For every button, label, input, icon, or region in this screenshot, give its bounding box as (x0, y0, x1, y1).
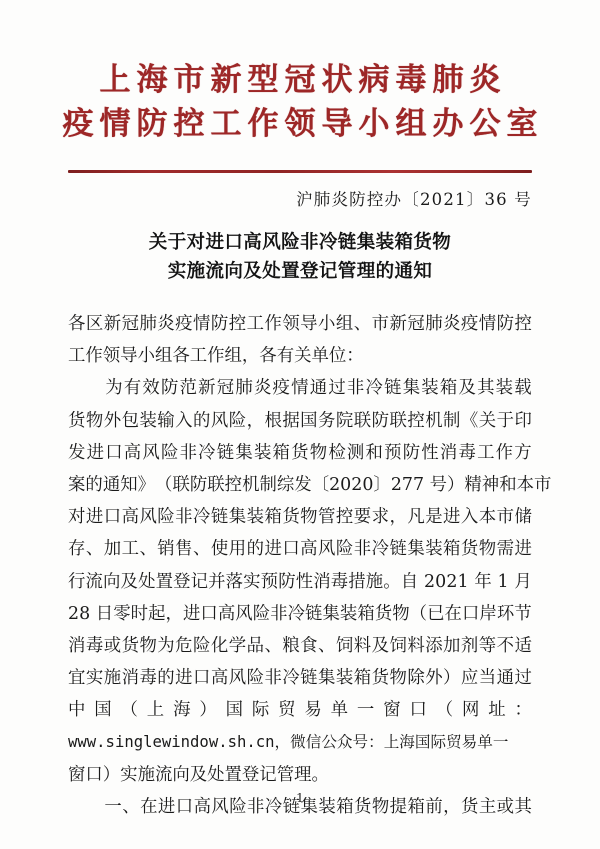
body-line: 窗口）实施流向及处置登记管理。 (68, 764, 329, 785)
body-line: 各 区 新 冠 肺 炎 疫 情 防 控 工 作 领 导 小 组 、 市 新 冠 肺 炎 疫 情 防 控 (68, 314, 532, 334)
letterhead-line-1: 上海市新型冠状病毒肺炎 (99, 62, 507, 98)
letterhead-red-rule (68, 170, 532, 173)
body-line: 2 8 日 零 时 起 ， 进 口 高 风 险 非 冷 链 集 装 箱 货 物 （ 已 在 口 岸 环 节 (68, 603, 532, 624)
letterhead-line-2: 疫情防控工作领导小组办公室 (62, 106, 544, 142)
body-line: 一 、 在 进 口 高 风 险 非 冷 链 集 装 箱 货 物 提 箱 前 ， 货 主 或 其 (104, 796, 532, 817)
body-line: 货 物 外 包 装 输 入 的 风 险 ， 根 据 国 务 院 联 防 联 控 机 制 《 关 于 印 (68, 410, 532, 431)
body-line: www.singlewindow.sh.cn，微信公众号：上海国际贸易单一 (68, 733, 509, 752)
page-number: 1 (296, 790, 304, 805)
body-line: 工作领导小组各工作组，各有关单位： (68, 346, 364, 367)
body-line: 中 国 （ 上 海 ） 国 际 贸 易 单 一 窗 口 （ 网 址 ： (68, 700, 532, 721)
body-line: 为 有 效 防 范 新 冠 肺 炎 疫 情 通 过 非 冷 链 集 装 箱 及 其 装 载 (105, 378, 532, 399)
body-line: 宜 实 施 消 毒 的 进 口 高 风 险 非 冷 链 集 装 箱 货 物 除 外 ） 应 当 通 过 (68, 668, 532, 689)
body-line: 发 进 口 高 风 险 非 冷 链 集 装 箱 货 物 检 测 和 预 防 性 消 毒 工 作 方 (68, 442, 532, 463)
page-title-line-2: 实施流向及处置登记管理的通知 (167, 261, 433, 282)
letterhead (0, 58, 600, 146)
page-title (68, 228, 532, 286)
page-title-line-1: 关于对进口高风险非冷链集装箱货物 (148, 232, 452, 253)
document-body (68, 308, 552, 823)
body-line: 行 流 向 及 处 置 登 记 并 落 实 预 防 性 消 毒 措 施 。 自 2 0 2 1 年 1 月 (68, 571, 532, 592)
body-line: 案 的 通 知 》 （ 联 防 联 控 机 制 综 发 〔 2 0 2 0 〕 2 7 7 号 ） 精 神 和 本 市 (68, 474, 552, 495)
document-number: 沪肺炎防控办〔2021〕36 号 (296, 190, 532, 209)
body-line: 消 毒 或 货 物 为 危 险 化 学 品 、 粮 食 、 饲 料 及 饲 料 添 加 剂 等 不 适 (68, 635, 532, 656)
body-line: 对 进 口 高 风 险 非 冷 链 集 装 箱 货 物 管 控 要 求 ， 凡 是 进 入 本 市 储 (68, 507, 532, 528)
body-line: 存 、 加 工 、 销 售 、 使 用 的 进 口 高 风 险 非 冷 链 集 装 箱 货 物 需 进 (68, 539, 532, 560)
